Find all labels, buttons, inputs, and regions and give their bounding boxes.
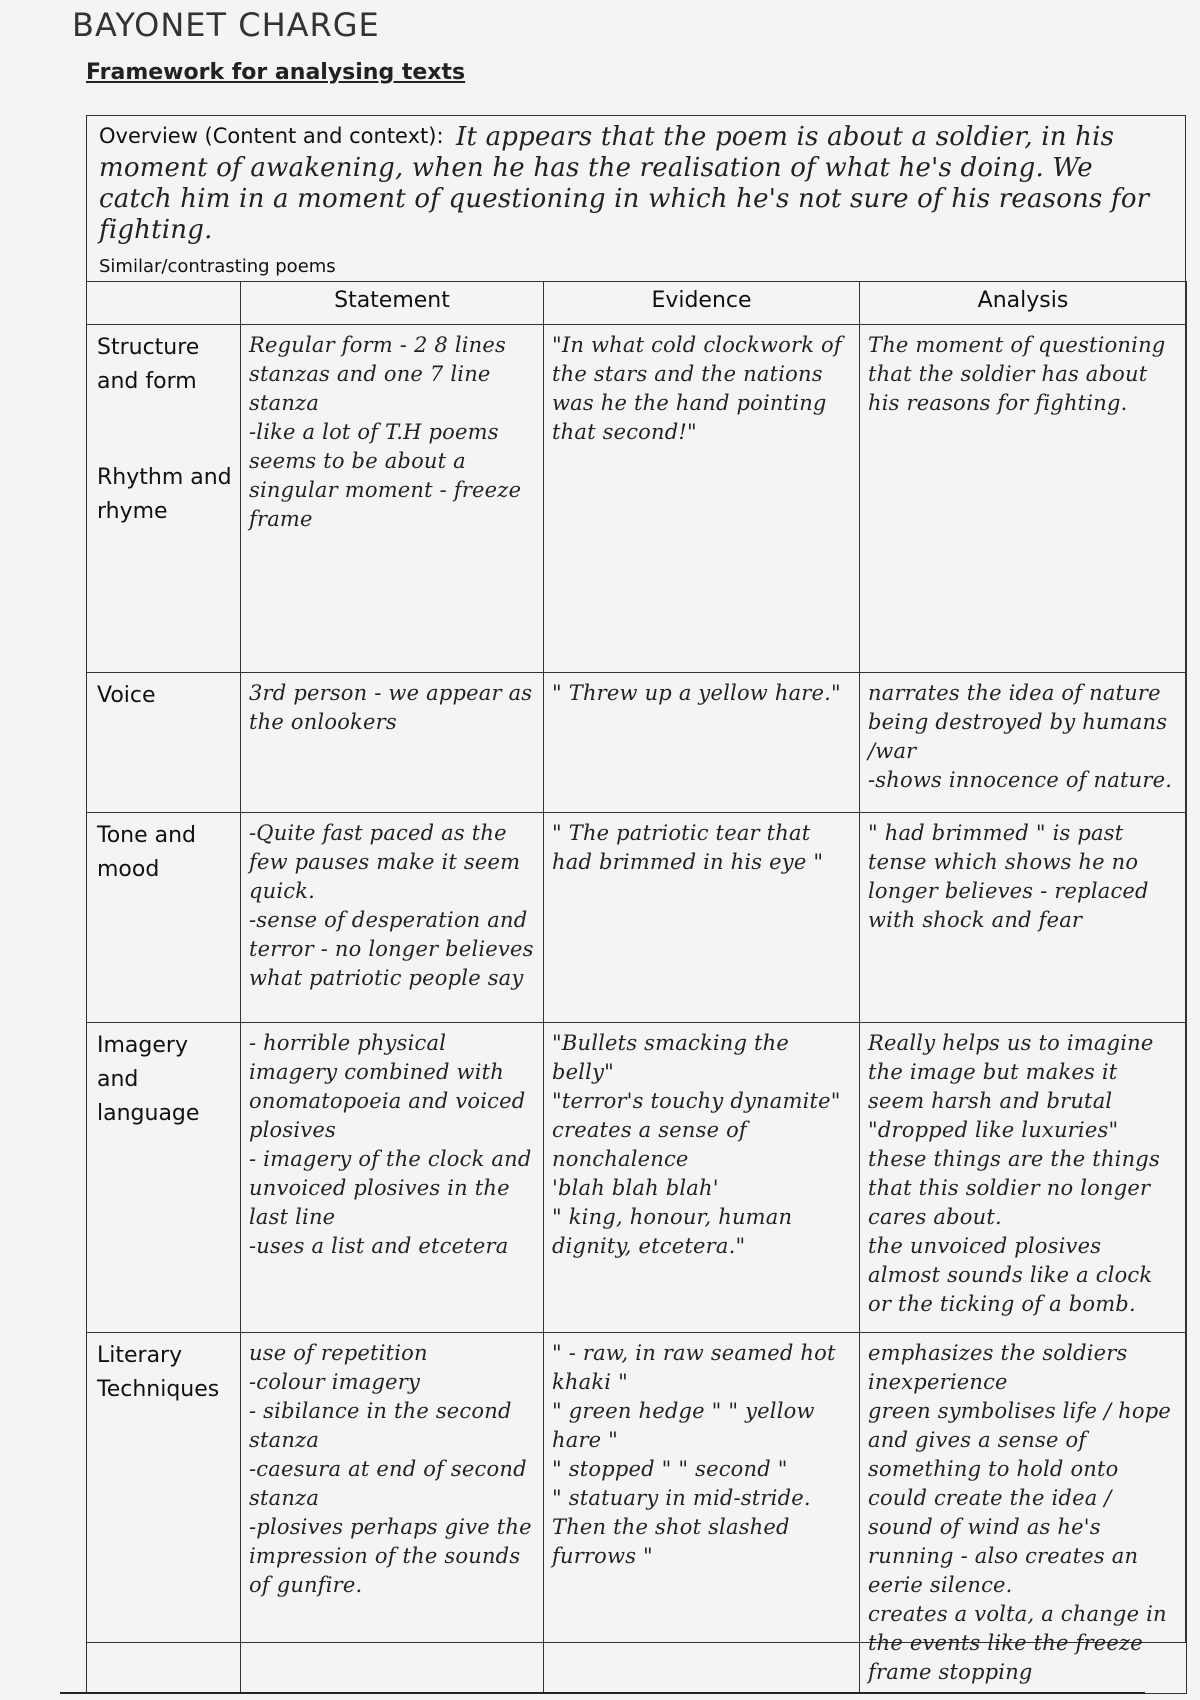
evidence-text: "In what cold clockwork of the stars and the nations was he the hand pointing that second!" xyxy=(552,333,842,444)
statement-text: Regular form - 2 8 lines stanzas and one 7 line stanza -like a lot of T.H poems seems to be about a singular moment - freeze frame xyxy=(249,333,522,531)
analysis-text: emphasizes the soldiers inexperience green symbolises life / hope and gives a sense of something to hold onto could create the idea / sound of wind as he's running - also creates an eerie silence. creates a volta, a change in the events like the freeze frame stopping xyxy=(868,1341,1171,1684)
similar-poems-label: Similar/contrasting poems xyxy=(99,256,336,277)
row-heading-secondary: Rhythm and rhyme xyxy=(97,465,232,524)
evidence-text: " The patriotic tear that had brimmed in his eye " xyxy=(552,821,824,874)
analysis-cell xyxy=(860,813,1187,1023)
table-row xyxy=(87,1333,1187,1694)
row-heading: Literary Techniques xyxy=(97,1343,220,1402)
evidence-cell xyxy=(544,673,860,813)
overview-section xyxy=(87,116,1185,281)
statement-cell xyxy=(241,673,544,813)
framework-heading: Framework for analysing texts xyxy=(86,60,466,85)
row-heading-cell xyxy=(87,325,241,673)
evidence-text: " Threw up a yellow hare." xyxy=(552,681,841,705)
analysis-text: " had brimmed " is past tense which shows he no longer believes - replaced with shock and fear xyxy=(868,821,1149,932)
framework-frame xyxy=(86,115,1186,1684)
table-row xyxy=(87,325,1187,673)
overview-text: It appears that the poem is about a soldier, in his moment of awakening, when he has the realisation of what he's doing. We catch him in a moment of questioning in which he's not sure of his reasons for fighting. xyxy=(99,122,1150,245)
row-heading: Structure and form xyxy=(97,335,200,394)
statement-text: - horrible physical imagery combined with onomatopoeia and voiced plosives - imagery of the clock and unvoiced plosives in the last line -uses a list and etcetera xyxy=(249,1031,532,1258)
overview-label: Overview (Content and context): xyxy=(99,124,444,148)
row-heading: Voice xyxy=(97,683,156,708)
analysis-cell xyxy=(860,1023,1187,1333)
statement-text: -Quite fast paced as the few pauses make it seem quick. -sense of desperation and terror - no longer believes what patriotic people say xyxy=(249,821,534,990)
statement-text: use of repetition -colour imagery - sibilance in the second stanza -caesura at end of second stanza -plosives perhaps give the impression of the sounds of gunfire. xyxy=(249,1341,532,1597)
statement-text: 3rd person - we appear as the onlookers xyxy=(249,681,533,734)
evidence-cell xyxy=(544,1023,860,1333)
row-heading: Imagery and language xyxy=(97,1033,200,1126)
column-header-evidence: Evidence xyxy=(544,282,860,325)
evidence-cell xyxy=(544,1333,860,1694)
evidence-cell xyxy=(544,325,860,673)
analysis-cell xyxy=(860,325,1187,673)
document-title: BAYONET CHARGE xyxy=(72,6,380,44)
analysis-text: narrates the idea of nature being destroyed by humans /war -shows innocence of nature. xyxy=(868,681,1173,792)
table-row xyxy=(87,813,1187,1023)
analysis-text: Really helps us to imagine the image but makes it seem harsh and brutal "dropped like luxuries" these things are the things that this soldier no longer cares about. the unvoiced plosives almost sounds like a clock or the ticking of a bomb. xyxy=(868,1031,1160,1316)
row-heading-cell xyxy=(87,1023,241,1333)
row-heading-cell xyxy=(87,813,241,1023)
row-heading-cell xyxy=(87,1333,241,1694)
bottom-divider xyxy=(60,1692,1145,1694)
evidence-cell xyxy=(544,813,860,1023)
table-row xyxy=(87,1023,1187,1333)
analysis-cell xyxy=(860,673,1187,813)
evidence-text: " - raw, in raw seamed hot khaki " " green hedge " " yellow hare " " stopped " " second " " statuary in mid-stride. Then the shot slashed furrows " xyxy=(552,1341,836,1568)
statement-cell xyxy=(241,1333,544,1694)
statement-cell xyxy=(241,813,544,1023)
row-heading-cell xyxy=(87,673,241,813)
statement-cell xyxy=(241,1023,544,1333)
analysis-text: The moment of questioning that the soldier has about his reasons for fighting. xyxy=(868,333,1166,415)
statement-cell xyxy=(241,325,544,673)
table-header-row xyxy=(87,282,1187,325)
analysis-table xyxy=(86,281,1187,1694)
column-header-analysis: Analysis xyxy=(860,282,1187,325)
column-header-statement: Statement xyxy=(241,282,544,325)
empty-header-cell xyxy=(87,282,241,325)
row-heading: Tone and mood xyxy=(97,823,197,882)
table-row xyxy=(87,673,1187,813)
evidence-text: "Bullets smacking the belly" "terror's touchy dynamite" creates a sense of nonchalence 'blah blah blah' " king, honour, human dignity, etcetera." xyxy=(552,1031,841,1258)
analysis-cell xyxy=(860,1333,1187,1694)
